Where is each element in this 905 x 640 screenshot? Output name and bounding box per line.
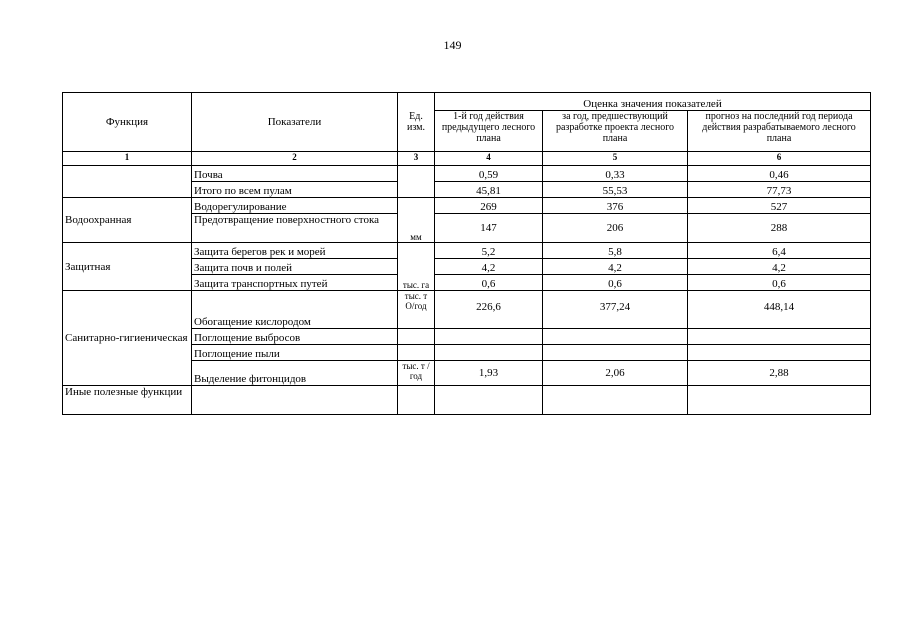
function-cell: Санитарно-гигиеническая [63,291,192,386]
function-cell: Водоохранная [63,198,192,243]
indicator-cell: Защита берегов рек и морей [192,243,398,259]
table-row [63,243,871,259]
value-year1 [435,345,543,361]
indicator-table [62,92,871,415]
table-row [63,291,871,329]
value-year1: 45,81 [435,182,543,198]
header-indicators: Показатели [192,93,398,152]
value-prev-year: 2,06 [543,361,688,386]
column-number: 2 [192,152,398,166]
header-col-year1: 1-й год действия предыдущего лесного плана [435,111,543,152]
unit-cell: мм [398,198,435,243]
header-col-prev-year: за год, предшествующий разработке проекта лесного плана [543,111,688,152]
table-row [63,198,871,214]
value-year1: 226,6 [435,291,543,329]
value-year1: 1,93 [435,361,543,386]
column-number: 3 [398,152,435,166]
function-cell [63,166,192,198]
value-forecast [688,345,871,361]
header-col-forecast: прогноз на последний год периода действия разрабатываемого лесного плана [688,111,871,152]
unit-cell [398,329,435,345]
indicator-cell: Предотвращение поверхностного стока [192,214,398,243]
value-year1: 4,2 [435,259,543,275]
table-row [63,386,871,415]
column-number: 6 [688,152,871,166]
value-prev-year: 4,2 [543,259,688,275]
value-year1 [435,329,543,345]
table-row [63,166,871,182]
indicator-cell: Обогащение кислородом [192,291,398,329]
header-assessment: Оценка значения показателей [435,93,871,111]
unit-cell: тыс. т О/год [398,291,435,329]
value-forecast: 4,2 [688,259,871,275]
value-prev-year [543,345,688,361]
indicator-cell: Почва [192,166,398,182]
column-number: 1 [63,152,192,166]
value-year1: 147 [435,214,543,243]
indicator-cell: Водорегулирование [192,198,398,214]
value-prev-year [543,329,688,345]
value-year1: 5,2 [435,243,543,259]
value-forecast: 6,4 [688,243,871,259]
value-prev-year: 0,6 [543,275,688,291]
column-number: 5 [543,152,688,166]
value-prev-year: 55,53 [543,182,688,198]
indicator-cell [192,386,398,415]
function-cell: Защитная [63,243,192,291]
column-number: 4 [435,152,543,166]
value-year1 [435,386,543,415]
value-prev-year: 377,24 [543,291,688,329]
header-unit: Ед. изм. [398,93,435,152]
value-forecast: 448,14 [688,291,871,329]
unit-cell: тыс. га [398,243,435,291]
function-cell: Иные полезные функции [63,386,192,415]
indicator-cell: Итого по всем пулам [192,182,398,198]
value-forecast: 77,73 [688,182,871,198]
value-forecast: 527 [688,198,871,214]
value-prev-year [543,386,688,415]
indicator-cell: Поглощение выбросов [192,329,398,345]
value-forecast: 288 [688,214,871,243]
value-forecast [688,329,871,345]
unit-cell: тыс. т /год [398,361,435,386]
indicator-cell: Выделение фитонцидов [192,361,398,386]
indicator-cell: Поглощение пыли [192,345,398,361]
value-prev-year: 376 [543,198,688,214]
value-forecast: 2,88 [688,361,871,386]
value-prev-year: 206 [543,214,688,243]
page-number: 149 [443,38,462,52]
value-year1: 0,6 [435,275,543,291]
value-year1: 269 [435,198,543,214]
indicator-cell: Защита почв и полей [192,259,398,275]
value-forecast [688,386,871,415]
unit-cell [398,386,435,415]
value-prev-year: 5,8 [543,243,688,259]
value-forecast: 0,46 [688,166,871,182]
value-year1: 0,59 [435,166,543,182]
indicator-cell: Защита транспортных путей [192,275,398,291]
value-forecast: 0,6 [688,275,871,291]
unit-cell [398,166,435,198]
unit-cell [398,345,435,361]
header-function: Функция [63,93,192,152]
value-prev-year: 0,33 [543,166,688,182]
